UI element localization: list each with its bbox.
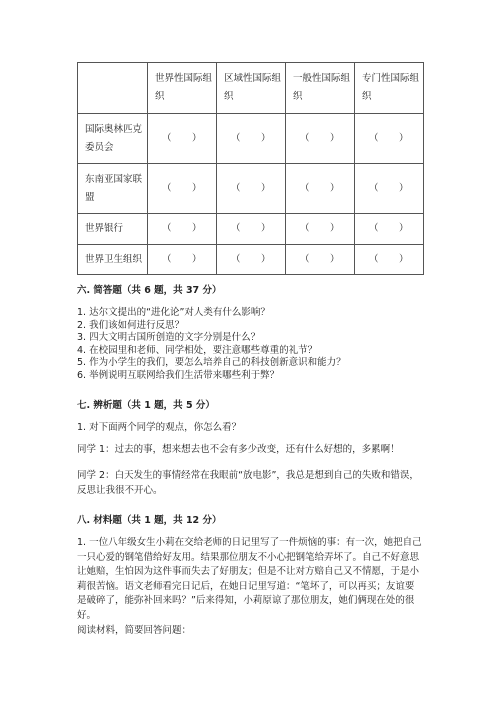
table-header-cell: 一般性国际组织 [286,63,355,114]
organization-table [77,62,424,275]
question-item: 4. 在校园里和老师、同学相处，要注意哪些尊重的礼节？ [77,344,318,356]
table-row [78,114,424,164]
question-item: 1. 达尔文提出的“进化论”对人类有什么影响？ [77,307,270,318]
section-8-heading: 八. 材料题（共 1 题，共 12 分） [77,515,222,526]
answer-blank: （ ） [148,114,217,164]
table-header-row [78,63,424,114]
table-header-cell: 专门性国际组织 [355,63,424,114]
answer-blank: （ ） [217,114,286,164]
section-7-heading: 七. 辨析题（共 1 题，共 5 分） [77,400,215,411]
answer-blank: （ ） [217,164,286,214]
student-1-view: 同学 1：过去的事，想来想去也不会有多少改变，还有什么好想的，多累啊！ [77,444,400,455]
answer-blank: （ ） [286,114,355,164]
table-header-cell: 世界性国际组织 [148,63,217,114]
table-row [78,164,424,214]
question-item: 6. 举例说明互联网给我们生活带来哪些利于弊？ [77,369,280,381]
question-item: 3. 四大文明古国所创造的文字分别是什么？ [77,332,261,343]
answer-blank: （ ） [286,164,355,214]
answer-blank: （ ） [217,214,286,245]
answer-blank: （ ） [355,164,424,214]
answer-blank: （ ） [355,114,424,164]
table-header-cell [78,63,148,114]
student-2-view: 同学 2：白天发生的事情经常在我眼前“放电影”，我总是想到自己的失败和错误，反思让我很不开心。 [77,470,419,496]
row-label: 世界卫生组织 [78,245,148,275]
answer-blank: （ ） [148,245,217,275]
answer-blank: （ ） [217,245,286,275]
row-label: 世界银行 [78,214,148,245]
question-item: 2. 我们该如何进行反思？ [77,319,185,331]
section-7-question: 1. 对下面两个同学的观点，你怎么看？ [77,422,242,433]
table-row [78,245,424,275]
answer-blank: （ ） [355,214,424,245]
answer-blank: （ ） [148,214,217,245]
material-passage: 1. 一位八年级女生小莉在交给老师的日记里写了一件烦恼的事：有一次，她把自己一只心爱的钢笔借给好友用。结果那位朋友不小心把钢笔给弄坏了。自己不好意思让她赔，生怕因为这件事而失去了好朋友；但是不让对方赔自己又不情愿，于是小莉很苦恼。语文老师看完日记后，在她日记里写道：“笔坏了，可以再买；友谊要是破碎了，能弥补回来吗？”后来得知，小莉原谅了那位朋友，她们俩现在处的很好。 [77,537,422,621]
table-row [78,214,424,245]
reading-prompt: 阅读材料，简要回答问题： [77,625,192,636]
answer-blank: （ ） [355,245,424,275]
answer-blank: （ ） [286,214,355,245]
table-header-cell: 区域性国际组织 [217,63,286,114]
row-label: 东南亚国家联盟 [78,164,148,214]
section-6-heading: 六. 简答题（共 6 题，共 37 分） [77,285,222,296]
row-label: 国际奥林匹克委员会 [78,114,148,164]
answer-blank: （ ） [286,245,355,275]
question-item: 5. 作为小学生的我们，要怎么培养自己的科技创新意识和能力？ [77,357,346,368]
section-6-questions [77,307,422,382]
answer-blank: （ ） [148,164,217,214]
